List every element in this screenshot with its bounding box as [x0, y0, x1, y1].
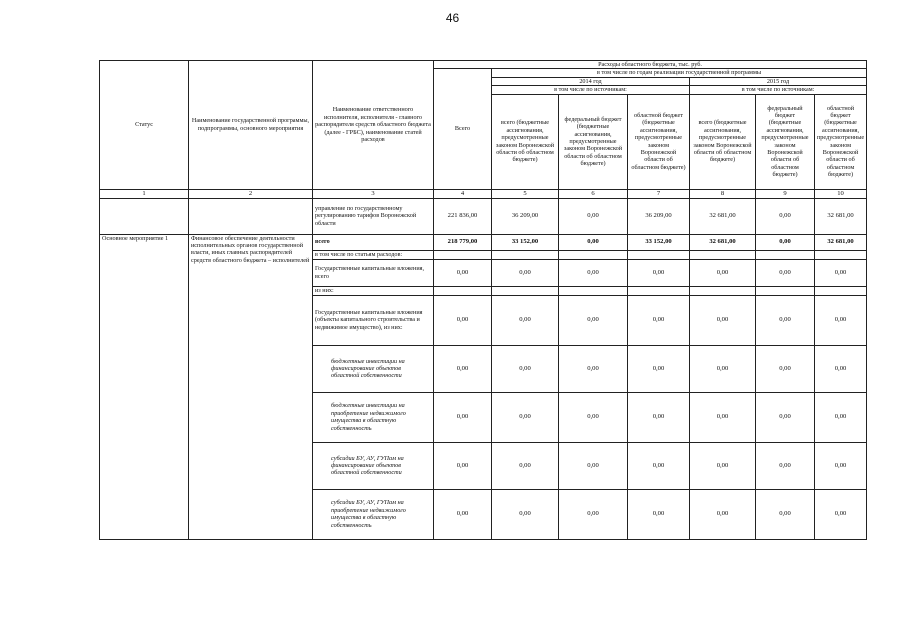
cell-value: 33 152,00: [628, 234, 690, 250]
main-event-status: Основное мероприятие 1: [100, 234, 189, 539]
cell-value: 0,00: [434, 259, 492, 286]
cell-value: 0,00: [628, 345, 690, 392]
header-expenses-title: Расходы областного бюджета, тыс. руб.: [434, 61, 867, 69]
cell-value: 32 681,00: [690, 234, 756, 250]
header-status: Статус: [100, 61, 189, 190]
cell-value: 0,00: [559, 392, 628, 442]
cell-value: 218 779,00: [434, 234, 492, 250]
cell-value: 0,00: [559, 234, 628, 250]
column-number: 4: [434, 189, 492, 198]
cell-value: 32 681,00: [690, 198, 756, 234]
cell-value: 0,00: [492, 345, 559, 392]
cell-value: 0,00: [690, 259, 756, 286]
cell-value: 0,00: [628, 392, 690, 442]
cell-value: 0,00: [559, 198, 628, 234]
cell-value: 0,00: [492, 489, 559, 539]
cell-value: 0,00: [492, 295, 559, 345]
cell-value: 0,00: [815, 489, 867, 539]
header-col-all-2014: всего (бюджетные ассигнования, предусмотренные законом Воронежской области об областном бюджете): [492, 94, 559, 189]
column-number: 8: [690, 189, 756, 198]
cell-value: 0,00: [815, 392, 867, 442]
column-number: 6: [559, 189, 628, 198]
cell-value: 0,00: [756, 198, 815, 234]
cell-value: 0,00: [815, 442, 867, 489]
cell-value: 0,00: [756, 234, 815, 250]
cell-value: 33 152,00: [492, 234, 559, 250]
row-label: субсидии БУ, АУ, ГУПам на приобретение недвижимого имущества в областную собственность: [313, 489, 434, 539]
cell-value: 0,00: [756, 345, 815, 392]
row-label: субсидии БУ, АУ, ГУПам на финансирование объектов областной собственности: [313, 442, 434, 489]
header-executor-name: Наименование ответственного исполнителя, исполнителя - главного распорядителя средств областного бюджета (далее - ГРБС), наименование статей расходов: [313, 61, 434, 190]
cell-value: 32 681,00: [815, 234, 867, 250]
cell-value: 36 209,00: [628, 198, 690, 234]
cell-value: 0,00: [690, 489, 756, 539]
row-label: в том числе по статьям расходов:: [313, 250, 434, 259]
row-label: Государственные капитальные вложения, всего: [313, 259, 434, 286]
cell-value: 0,00: [492, 259, 559, 286]
cell-value: 0,00: [559, 295, 628, 345]
cell-value: 0,00: [559, 489, 628, 539]
cell-value: 0,00: [690, 392, 756, 442]
column-number: 2: [189, 189, 313, 198]
row-label: всего: [313, 234, 434, 250]
cell-value: 0,00: [756, 295, 815, 345]
cell-value: 0,00: [628, 442, 690, 489]
header-col-fed-2015: федеральный бюджет (бюджетные ассигнования, предусмотренные законом Воронежской области об областном бюджете): [756, 94, 815, 189]
cell-value: 0,00: [628, 259, 690, 286]
header-by-sources-2014: в том числе по источникам:: [492, 86, 690, 94]
row-label: Государственные капитальные вложения (объекты капитального строительства и недвижимое имущество), из них:: [313, 295, 434, 345]
column-number: 5: [492, 189, 559, 198]
cell-value: 0,00: [690, 295, 756, 345]
cell-value: 0,00: [815, 345, 867, 392]
cell-value: 0,00: [434, 489, 492, 539]
header-year-2015: 2015 год: [690, 77, 867, 85]
cell-value: 0,00: [628, 295, 690, 345]
row-label: бюджетные инвестиции на финансирование объектов областной собственности: [313, 345, 434, 392]
cell-value: 0,00: [559, 442, 628, 489]
page-number: 46: [445, 11, 460, 25]
header-col-fed-2014: федеральный бюджет (бюджетные ассигнования, предусмотренные законом Воронежской области об областном бюджете): [559, 94, 628, 189]
cell-value: 0,00: [434, 392, 492, 442]
cell-value: 0,00: [492, 442, 559, 489]
cell-value: 0,00: [756, 489, 815, 539]
header-col-reg-2014: областной бюджет (бюджетные ассигнования, предусмотренные законом Воронежской области об областном бюджете): [628, 94, 690, 189]
table-row: [100, 234, 867, 250]
column-numbers-row: [100, 189, 867, 198]
column-number: 9: [756, 189, 815, 198]
row-label: из них:: [313, 286, 434, 295]
cell-value: 0,00: [559, 259, 628, 286]
header-year-2014: 2014 год: [492, 77, 690, 85]
row-label: управление по государственному регулированию тарифов Воронежской области: [313, 198, 434, 234]
cell-value: 0,00: [815, 295, 867, 345]
cell-value: 221 836,00: [434, 198, 492, 234]
header-col-all-2015: всего (бюджетные ассигнования, предусмотренные законом Воронежской области об областном бюджете): [690, 94, 756, 189]
header-col-reg-2015: областной бюджет (бюджетные ассигнования, предусмотренные законом Воронежской области об областном бюджете): [815, 94, 867, 189]
header-total: Всего: [434, 69, 492, 189]
cell-value: 0,00: [756, 259, 815, 286]
column-number: 1: [100, 189, 189, 198]
cell-value: 0,00: [690, 345, 756, 392]
cell-value: 32 681,00: [815, 198, 867, 234]
column-number: 10: [815, 189, 867, 198]
row-label: бюджетные инвестиции на приобретение недвижимого имущества в областную собственность: [313, 392, 434, 442]
cell-value: 0,00: [559, 345, 628, 392]
table-row: [100, 198, 867, 234]
cell-value: 0,00: [815, 259, 867, 286]
cell-value: 0,00: [756, 442, 815, 489]
cell-value: 0,00: [756, 392, 815, 442]
cell-value: 0,00: [628, 489, 690, 539]
cell-value: 0,00: [434, 345, 492, 392]
column-number: 3: [313, 189, 434, 198]
column-number: 7: [628, 189, 690, 198]
cell-value: 0,00: [690, 442, 756, 489]
header-by-years: в том числе по годам реализации государственной программы: [492, 69, 867, 77]
header-by-sources-2015: в том числе по источникам:: [690, 86, 867, 94]
cell-value: 0,00: [492, 392, 559, 442]
cell-value: 0,00: [434, 442, 492, 489]
cell-value: 36 209,00: [492, 198, 559, 234]
header-program-name: Наименование государственной программы, подпрограммы, основного мероприятия: [189, 61, 313, 190]
main-event-name: Финансовое обеспечение деятельности исполнительных органов государственной власти, иных главных распорядителей средств областного бюджета – исполнителей: [189, 234, 313, 539]
cell-value: 0,00: [434, 295, 492, 345]
budget-table: [99, 60, 867, 540]
